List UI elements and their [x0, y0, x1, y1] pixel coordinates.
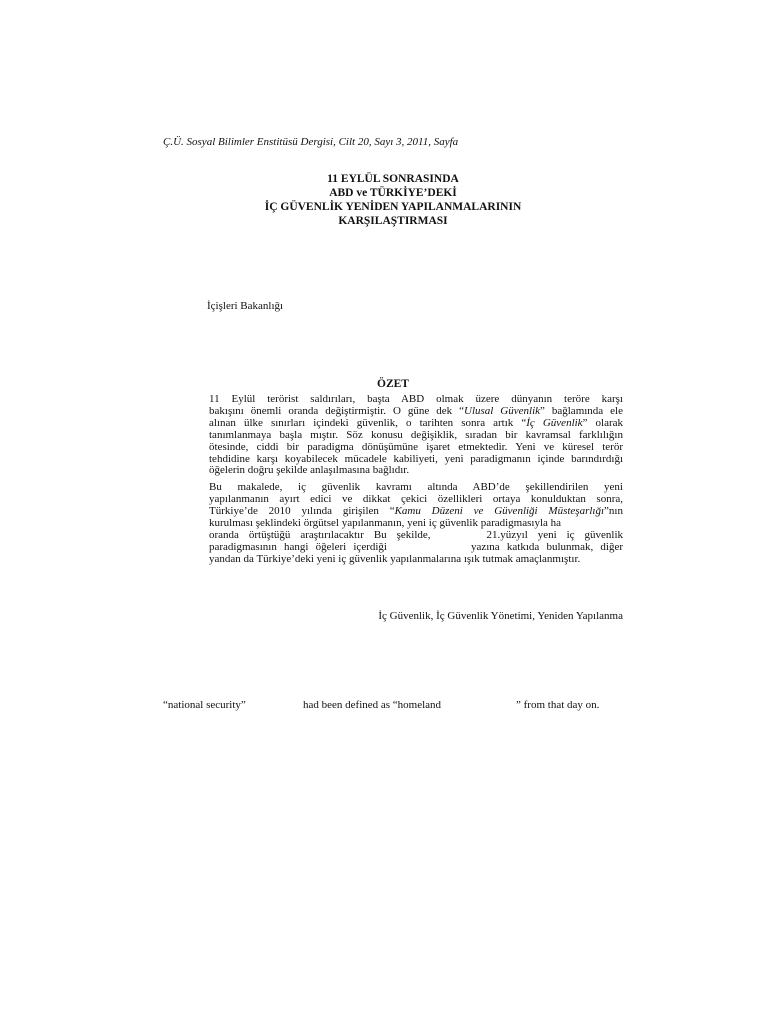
author-affiliation: İçişleri Bakanlığı [207, 300, 284, 312]
keywords-text: İç Güvenlik, İç Güvenlik Yönetimi, Yeniden Yapılanma [378, 610, 623, 622]
title-line-1: 11 EYLÜL SONRASINDA [327, 173, 459, 185]
abstract-line: yandan da Türkiye’deki yeni iç güvenlik yapılanmalarına ışık tutmak amaçlanmıştır. [209, 552, 581, 565]
english-segment-1: “national security” [163, 699, 246, 711]
abstract-line: bakışını önemli oranda değiştirmiştir. O güne dek “Ulusal Güvenlik” bağlamında ele [209, 404, 623, 417]
abstract-line: oranda örtüştüğü araştırılacaktır Bu şekilde, 21.yüzyıl yeni iç güvenlik [209, 528, 624, 541]
english-segment-2: had been defined as “homeland [303, 699, 442, 711]
abstract-line: Bu makalede, iç güvenlik kavramı altında ABD’de şekillendirilen yeni [209, 481, 623, 494]
italic-term: İç Güvenlik [526, 416, 583, 429]
journal-citation: Ç.Ü. Sosyal Bilimler Enstitüsü Dergisi, Cilt 20, Sayı 3, 2011, Sayfa [163, 136, 459, 148]
italic-term: Kamu Düzeni ve Güvenliği Müsteşarlığı [394, 505, 605, 518]
keywords-line [163, 610, 623, 622]
abstract-body [163, 394, 623, 571]
italic-term: Ulusal Güvenlik [464, 404, 541, 417]
abstract-line: Türkiye’de 2010 yılında girişilen “Kamu Düzeni ve Güvenliği Müsteşarlığı”nın [209, 505, 623, 518]
title-line-4: KARŞILAŞTIRMASI [338, 215, 448, 227]
abstract-line: alınan ülke sınırları içindeki güvenlik, o tarihten sonra artık “İç Güvenlik” olarak [209, 416, 623, 429]
abstract-line: öğelerin doğru şekilde anlaşılmasına bağlıdır. [209, 464, 410, 477]
abstract-paragraph-1 [163, 394, 623, 477]
abstract-line: yapılanmanın ayırt edici ve dikkat çekici özellikleri ortaya konulduktan sonra, [209, 493, 623, 506]
abstract-line: 11 Eylül terörist saldırıları, başta ABD olmak üzere dünyanın teröre karşı [209, 393, 623, 405]
article-title [163, 172, 623, 228]
abstract-line: tehdidine karşı koyabilecek mücadele kabiliyeti, yeni paradigmanın içinde barındırdığı [209, 452, 623, 465]
title-line-2: ABD ve TÜRKİYE’DEKİ [329, 187, 457, 199]
abstract-paragraph-2 [163, 482, 623, 565]
english-segment-3: ” from that day on. [516, 699, 600, 711]
abstract-line: tanımlanmaya başla mıştır. Söz konusu değişiklik, sıradan bir kavramsal farklılığın [209, 428, 623, 441]
abstract-heading: ÖZET [377, 378, 409, 390]
abstract-line: ötesinde, ciddi bir paradigma dönüşümüne işaret etmektedir. Yeni ve küresel terör [209, 440, 623, 453]
abstract-line: kurulması şeklindeki örgütsel yapılanmanın, yeni iç güvenlik paradigmasıyla ha [209, 517, 562, 530]
abstract-line: paradigmasının hangi öğeleri içerdiği yazına katkıda bulunmak, diğer [209, 540, 623, 553]
title-line-3: İÇ GÜVENLİK YENİDEN YAPILANMALARININ [264, 201, 522, 213]
